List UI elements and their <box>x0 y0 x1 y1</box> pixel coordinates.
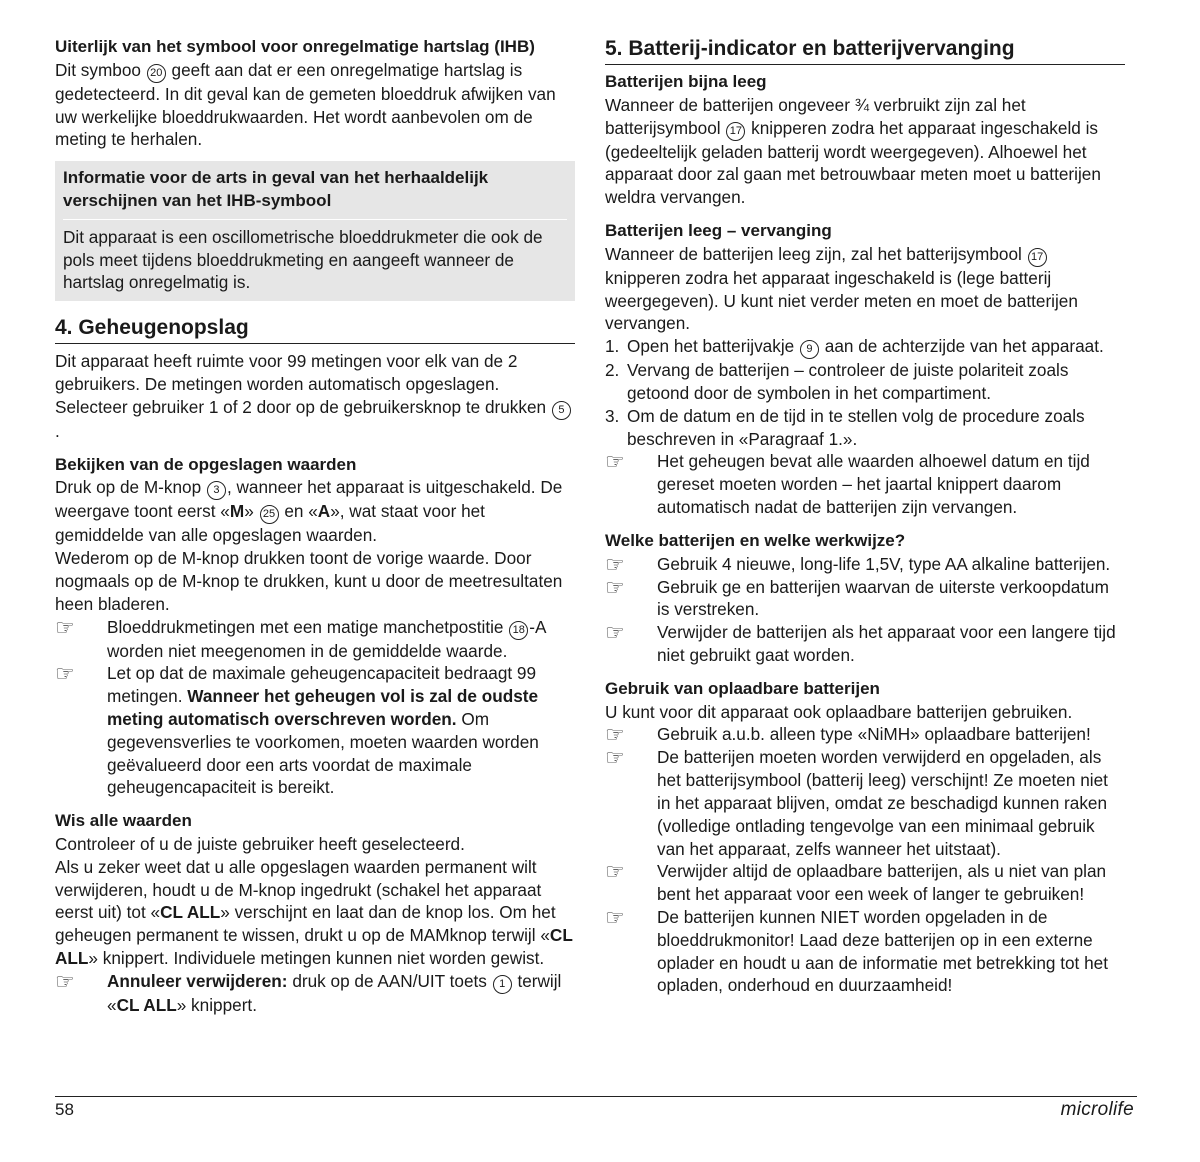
doctor-info-text: Dit apparaat is een oscillometrische bloeddrukmeter die ook de pols meet tijdens bloeddrukmeting en aangeeft wanneer de hartslag onregelmatig is. <box>63 226 543 293</box>
clear-all-title: Wis alle waarden <box>55 811 192 831</box>
pointing-hand-icon: ☞ <box>55 661 75 687</box>
view-values-text: Druk op de M-knop 3 , wanneer het apparaat is uitgeschakeld. De weergave toont eerst «M» 25 en «A», wat staat voor het gemiddelde van alle opgeslagen waarden. <box>55 477 563 546</box>
left-column <box>55 36 575 1017</box>
note-which-1: ☞ Gebruik 4 nieuwe, long-life 1,5V, type AA alkaline batterijen. <box>605 551 1111 577</box>
note-recharge-1: ☞ Gebruik a.u.b. alleen type «NiMH» oplaadbare batterijen! <box>605 722 1091 748</box>
battery-empty-text: Wanneer de batterijen leeg zijn, zal het batterijsymbool 17 knipperen zodra het apparaat ingeschakeld is (lege batterij weergegeven). U kunt niet verder meten en moet de batterijen vervangen. <box>605 243 1078 334</box>
note-which-2: ☞ Gebruik ge en batterijen waarvan de uiterste verkoopdatum is verstreken. <box>605 574 1109 620</box>
note-memory-capacity: ☞ Let op dat de maximale geheugencapaciteit bedraagt 99 metingen. Wanneer het geheugen vol is zal de oudste meting automatisch overschreven worden. Om gegevensverlies te voorkomen, moeten waarden worden geëvalueerd door een arts voordat de maximale geheugencapaciteit is bereikt. <box>55 661 539 798</box>
ref-marker: 5 <box>552 401 571 420</box>
replacement-steps <box>605 335 1125 450</box>
rechargeable-title: Gebruik van oplaadbare batterijen <box>605 678 880 698</box>
pointing-hand-icon: ☞ <box>605 574 625 600</box>
note-memory-retained: ☞ Het geheugen bevat alle waarden alhoewel datum en tijd gereset moeten worden – het jaartal knippert daarom automatisch nadat de batterijen zijn vervangen. <box>605 449 1090 517</box>
battery-low-title: Batterijen bijna leeg <box>605 72 767 91</box>
note-recharge-4: ☞ De batterijen kunnen NIET worden opgeladen in de bloeddrukmonitor! Laad deze batterijen op in een externe oplader en houdt u aan de informatie met betrekking tot het opladen, onderhoud en duurzaamheid! <box>605 904 1108 996</box>
ref-marker: 3 <box>207 481 226 500</box>
doctor-info-box <box>55 161 575 301</box>
doctor-info-title: Informatie voor de arts in geval van het herhaaldelijk verschijnen van het IHB-symbool <box>63 167 567 220</box>
pointing-hand-icon: ☞ <box>605 859 625 885</box>
note-cancel-clear: ☞ Annuleer verwijderen: druk op de AAN/UIT toets 1 terwijl «CL ALL» knippert. <box>55 968 562 1015</box>
note-recharge-3: ☞ Verwijder altijd de oplaadbare batterijen, als u niet van plan bent het apparaat voor een week of langer te gebruiken! <box>605 859 1107 905</box>
ref-marker: 17 <box>726 122 745 141</box>
note-which-3: ☞ Verwijder de batterijen als het apparaat voor een langere tijd niet gebruikt gaat worden. <box>605 620 1116 665</box>
note-cuff-position: ☞ Bloeddrukmetingen met een matige manchetpostitie 18 -A worden niet meegenomen in de gemiddelde waarde. <box>55 614 546 661</box>
footer-divider <box>55 1096 1137 1097</box>
ref-marker: 18 <box>509 621 528 640</box>
brand-logo: microlife <box>1060 1099 1134 1120</box>
pointing-hand-icon: ☞ <box>605 551 625 577</box>
ref-marker: 1 <box>493 975 512 994</box>
pointing-hand-icon: ☞ <box>55 614 75 640</box>
list-item: 1. Open het batterijvakje 9 aan de achterzijde van het apparaat. <box>605 335 1125 359</box>
clear-all-text-1: Controleer of u de juiste gebruiker heeft geselecteerd. <box>55 833 465 854</box>
ref-marker: 9 <box>800 340 819 359</box>
ref-marker: 20 <box>147 64 166 83</box>
ref-marker: 25 <box>260 505 279 524</box>
pointing-hand-icon: ☞ <box>605 449 625 475</box>
pointing-hand-icon: ☞ <box>605 620 625 646</box>
view-values-more: Wederom op de M-knop drukken toont de vorige waarde. Door nogmaals op de M-knop te drukken, kunt u door de meetresultaten heen bladeren. <box>55 548 563 614</box>
battery-low-text: Wanneer de batterijen ongeveer ¾ verbruikt zijn zal het batterijsymbool 17 knipperen zodra het apparaat ingeschakeld is (gedeeltelijk geladen batterij wordt weergegeven). Alhoewel het apparaat door zal gaan met betrouwbaar meten moet u batterijen weldra vervangen. <box>605 94 1101 208</box>
page-number: 58 <box>55 1100 74 1119</box>
section-5-heading: 5. Batterij-indicator en batterijvervanging <box>605 36 1125 65</box>
memory-intro: Dit apparaat heeft ruimte voor 99 metingen voor elk van de 2 gebruikers. De metingen worden automatisch opgeslagen. Selecteer gebruiker 1 of 2 door op de gebruikersknop te drukken 5. <box>55 350 575 442</box>
clear-all-text-2: Als u zeker weet dat u alle opgeslagen waarden permanent wilt verwijderen, houdt u de M-knop ingedrukt (schakel het apparaat eerst uit) tot «CL ALL» verschijnt en laat dan de knop los. Om het geheugen permanent te wissen, drukt u op de MAMknop terwijl «CL ALL» knippert. Individuele metingen kunnen niet worden gewist. <box>55 856 573 968</box>
section-4-heading: 4. Geheugenopslag <box>55 315 575 344</box>
battery-empty-title: Batterijen leeg – vervanging <box>605 220 832 240</box>
ihb-title: Uiterlijk van het symbool voor onregelmatige hartslag (IHB) <box>55 37 535 56</box>
which-batteries-title: Welke batterijen en welke werkwijze? <box>605 530 906 550</box>
right-column <box>605 36 1125 997</box>
note-recharge-2: ☞ De batterijen moeten worden verwijderd en opgeladen, als het batterijsymbool (batterij leeg) verschijnt! Ze moeten niet in het apparaat blijven, omdat ze beschadigd kunnen raken (volledige ontlading tengevolge van een minimaal gebruik van het apparaat, zelfs wanneer het uitstaat). <box>605 745 1108 859</box>
pointing-hand-icon: ☞ <box>605 722 625 748</box>
pointing-hand-icon: ☞ <box>605 745 625 771</box>
ihb-text: Dit symboo 20 geeft aan dat er een onregelmatige hartslag is gedetecteerd. In dit geval kan de gemeten bloeddruk afwijken van uw werkelijke bloeddrukwaarden. Het wordt aanbevolen om de meting te herhalen. <box>55 59 556 150</box>
rechargeable-intro: U kunt voor dit apparaat ook oplaadbare batterijen gebruiken. <box>605 701 1073 722</box>
list-item: 3. Om de datum en de tijd in te stellen volg de procedure zoals beschreven in «Paragraaf 1.». <box>605 405 1085 449</box>
pointing-hand-icon: ☞ <box>605 904 625 930</box>
pointing-hand-icon: ☞ <box>55 968 75 994</box>
list-item: 2. Vervang de batterijen – controleer de juiste polariteit zoals getoond door de symbolen in het compartiment. <box>605 360 1069 403</box>
view-values-title: Bekijken van de opgeslagen waarden <box>55 454 357 474</box>
ref-marker: 17 <box>1028 248 1047 267</box>
